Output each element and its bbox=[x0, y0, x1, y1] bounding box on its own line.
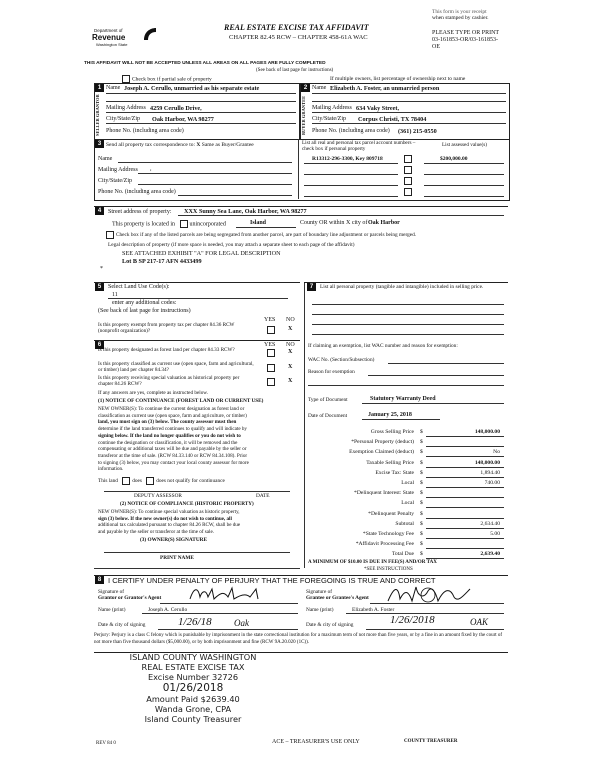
notice-compliance-heading: (2) NOTICE OF COMPLIANCE (HISTORIC PROPERTY) bbox=[120, 501, 254, 507]
county-or-label: County OR within bbox=[300, 220, 345, 226]
land-use-see-back: (See back of last page for instructions) bbox=[98, 308, 191, 314]
certify-statement: I CERTIFY UNDER PENALTY OF PERJURY THAT THE FOREGOING IS TRUE AND CORRECT bbox=[108, 576, 436, 585]
tax-row-currency: $ bbox=[420, 429, 423, 435]
stamp-line-7: Island County Treasurer bbox=[144, 714, 242, 724]
treasurer-use-label: ACE – TREASURER'S USE ONLY bbox=[272, 739, 360, 745]
grantor-date-label: Date & city of signing bbox=[98, 622, 146, 628]
segregated-row[interactable] bbox=[106, 231, 416, 239]
dept-line2: Revenue bbox=[92, 33, 126, 42]
tax-row-line bbox=[426, 538, 504, 539]
doc-code: 03-161853-OR/03-161853- bbox=[432, 37, 498, 43]
section-1-badge: 1 bbox=[95, 84, 104, 92]
tax-row-currency: $ bbox=[420, 480, 423, 486]
correspondence-label: Send all property tax correspondence to: X Same as Buyer/Grantee bbox=[106, 142, 254, 148]
doc-date-value: January 25, 2018 bbox=[368, 412, 412, 418]
seller-mailing-label: Mailing Address bbox=[106, 105, 146, 111]
forest-no-x: X bbox=[288, 349, 293, 355]
section-8-badge: 8 bbox=[95, 576, 104, 584]
no-header-6: NO bbox=[286, 342, 295, 348]
grantee-name-label: Name (print) bbox=[306, 607, 334, 613]
parcel-header: List all real and personal tax parcel account numbers – check box if personal property bbox=[302, 140, 416, 152]
rev-number: REV 84 0 bbox=[96, 741, 116, 746]
stamp-line-6: Wanda Grone, CPA bbox=[154, 704, 232, 714]
tax-row-value: 5.00 bbox=[490, 531, 500, 537]
perjury-note: Perjury: Perjury is a class C felony which is punishable by imprisonment in the state correctional institution for a maximum term of not more than five years, or by a fine in an amount fixed by the court of not more than five thousand dollars ($5,000.00), or by both imprisonment and fine (RCW 9A.20.020 (1C)). bbox=[94, 633, 503, 645]
exemption-label: If claiming an exemption, list WAC number and reason for exemption: bbox=[308, 343, 458, 349]
see-instructions-note: *SEE INSTRUCTIONS bbox=[364, 567, 413, 572]
parcel-checkbox-2[interactable] bbox=[404, 166, 414, 174]
owner-signature-label: (3) OWNER(S) SIGNATURE bbox=[140, 537, 207, 543]
tax-row-line bbox=[426, 436, 504, 437]
tax-row-line bbox=[426, 518, 504, 519]
tax-row-line bbox=[426, 507, 504, 508]
city-value: Oak Harbor bbox=[368, 220, 400, 226]
seller-city-label: City/State/Zip bbox=[106, 116, 140, 122]
grantee-date: 1/26/2018 bbox=[390, 614, 435, 626]
tax-row-label: Excise Tax: State bbox=[375, 470, 414, 476]
tax-row-value: 148,000.00 bbox=[474, 429, 500, 435]
completion-notice: THIS AFFIDAVIT WILL NOT BE ACCEPTED UNLESS ALL AREAS ON ALL PAGES ARE FULLY COMPLETED bbox=[84, 61, 326, 66]
date-label: DATE bbox=[256, 493, 270, 499]
parcel-checkbox-3[interactable] bbox=[404, 177, 414, 185]
section-6-badge: 6 bbox=[95, 341, 104, 349]
tax-row-currency: $ bbox=[420, 521, 423, 527]
street-label: Street address of property: bbox=[108, 209, 172, 215]
exempt-no-x: X bbox=[288, 326, 293, 332]
section-7-personal-property bbox=[304, 282, 508, 283]
assessed-value: $200,000.00 bbox=[440, 156, 468, 162]
legal-line-1: SEE ATTACHED EXHIBIT "A" FOR LEGAL DESCRIPTION bbox=[122, 250, 281, 257]
tax-row-line bbox=[426, 456, 504, 457]
tax-row-label: Local bbox=[401, 480, 414, 486]
does-label: does bbox=[132, 478, 142, 485]
tax-row-label: Total Due bbox=[391, 551, 414, 557]
dept-line3: Washington State bbox=[96, 42, 128, 47]
land-use-code: 11 bbox=[112, 292, 118, 298]
tax-row-label: *Delinquent Penalty bbox=[368, 511, 414, 517]
unincorporated-label: unincorporated bbox=[189, 221, 226, 228]
section-2-badge: 2 bbox=[301, 84, 310, 92]
no-header-5: NO bbox=[286, 317, 295, 323]
correspondence-text: Send all property tax correspondence to: bbox=[106, 142, 196, 148]
grantee-sig-label: Signature of Grantee or Grantee's Agent bbox=[306, 589, 369, 602]
tax-row-line bbox=[426, 477, 504, 478]
partial-sale[interactable] bbox=[122, 75, 212, 83]
type-or-print: PLEASE TYPE OR PRINT bbox=[432, 30, 500, 36]
grantor-city: Oak bbox=[234, 618, 249, 628]
does-not-label: does not qualify for continuance bbox=[156, 478, 225, 485]
tax-row-line bbox=[426, 487, 504, 488]
corr-mailing-label: Mailing Address bbox=[98, 167, 138, 173]
tax-row-label: Local bbox=[401, 500, 414, 506]
minimum-due-note: A MINIMUM OF $10.00 IS DUE IN FEE(S) AND/OR TAX bbox=[308, 559, 437, 565]
stamp-line-1: ISLAND COUNTY WASHINGTON bbox=[129, 652, 257, 662]
corr-city-label: City/State/Zip bbox=[98, 178, 132, 184]
section-4-badge: 4 bbox=[95, 207, 104, 215]
doc-code2: OE bbox=[432, 44, 440, 50]
stamp-line-5: Amount Paid $2639.40 bbox=[146, 694, 240, 704]
seller-phone-label: Phone No. (including area code) bbox=[106, 128, 184, 134]
partial-sale-label: Check box if partial sale of property bbox=[132, 76, 212, 83]
corr-mailing-value: , bbox=[150, 166, 152, 172]
tax-row-currency: $ bbox=[420, 551, 423, 557]
dept-line1: Department of bbox=[94, 28, 123, 33]
parcel-checkbox-4[interactable] bbox=[404, 188, 414, 196]
street-address: XXX Sunny Sea Lane, Oak Harbor, WA 98277 bbox=[184, 208, 307, 215]
current-use-no-x: X bbox=[288, 364, 293, 370]
dor-logo bbox=[88, 26, 158, 52]
tax-row-line bbox=[426, 548, 504, 549]
notice-continuance-body: NEW OWNER(S): To continue the current designation as forest land or classification as current use (open space, farm and agriculture, or timber) land, you must sign on (3) below. The county assessor must then determine if the land transferred continues to qualify and will indicate by signing below. If the land no longer qualifies or you do not wish to continue the designation or classification, it will be removed and the compensating or additional taxes will be due and payable by the seller or transferor at the time of sale. (RCW 84.33.140 or RCW 84.34.108). Prior to signing (3) below, you may contact your local county assessor for more information. bbox=[98, 406, 249, 473]
historic-no-x: X bbox=[288, 378, 293, 384]
buyer-phone-label: Phone No. (including area code) bbox=[312, 128, 390, 134]
land-label: This land bbox=[98, 478, 118, 485]
qualify-row bbox=[98, 477, 225, 485]
tax-row-line bbox=[426, 497, 504, 498]
does-checkbox[interactable] bbox=[122, 477, 130, 485]
receipt-note2: when stamped by cashier. bbox=[432, 15, 489, 21]
tax-row-currency: $ bbox=[420, 531, 423, 537]
see-back-note: (See back of last page for instructions) bbox=[256, 68, 334, 73]
exempt-question: Is this property exempt from property tax per chapter 84.36 RCW (nonprofit organization)? bbox=[98, 322, 235, 334]
tax-row-currency: $ bbox=[420, 541, 423, 547]
land-use-label: Select Land Use Code(s): bbox=[108, 284, 170, 290]
if-yes-note: If any answers are yes, complete as instructed below. bbox=[98, 390, 209, 396]
corr-name-label: Name bbox=[98, 156, 113, 162]
treasurer-stamp bbox=[108, 652, 278, 724]
grantor-signature bbox=[186, 585, 266, 603]
doc-type-value: Statutory Warranty Deed bbox=[370, 396, 436, 402]
tax-row-currency: $ bbox=[420, 439, 423, 445]
located-row bbox=[112, 220, 226, 228]
tax-row-line bbox=[426, 446, 504, 447]
located-label: This property is located in bbox=[112, 221, 175, 228]
stamp-line-3: Excise Number 32726 bbox=[147, 672, 239, 682]
deputy-assessor-label: DEPUTY ASSESSOR bbox=[134, 493, 182, 499]
grantee-city: OAK bbox=[470, 617, 488, 627]
does-not-checkbox[interactable] bbox=[146, 477, 154, 485]
buyer-mailing: 634 Vaky Street, bbox=[356, 105, 400, 112]
section-6-designation bbox=[94, 340, 300, 341]
current-use-question: Is this property classified as current use (open space, farm and agricultural, or timber) land per chapter 84.34? bbox=[98, 361, 254, 373]
stamp-line-4: 01/26/2018 bbox=[162, 682, 224, 694]
historic-yes-checkbox[interactable] bbox=[267, 378, 277, 386]
doc-date-label: Date of Document bbox=[308, 413, 348, 419]
personal-property-label: List all personal property (tangible and intangible) included in selling price. bbox=[320, 284, 484, 290]
grantor-sig-label: Signature of Grantor or Grantor's Agent bbox=[98, 589, 162, 602]
assessed-header: List assessed value(s) bbox=[442, 142, 487, 148]
form-title: REAL ESTATE EXCISE TAX AFFIDAVIT bbox=[224, 23, 369, 32]
parcel-number: R13312-296-3300, Key 809718 bbox=[312, 156, 383, 162]
tax-row-currency: $ bbox=[420, 470, 423, 476]
tax-row-label: Gross Selling Price bbox=[370, 429, 414, 435]
tax-row-value: 2,639.40 bbox=[480, 551, 500, 557]
buyer-mailing-label: Mailing Address bbox=[312, 105, 352, 111]
tax-row-line bbox=[426, 467, 504, 468]
seller-city: Oak Harbor, WA 98277 bbox=[152, 116, 214, 123]
segregated-checkbox[interactable] bbox=[106, 231, 114, 239]
buyer-city: Corpus Christi, TX 78404 bbox=[358, 116, 427, 123]
buyer-name-label: Name bbox=[312, 85, 327, 91]
city-of-label: X city of bbox=[346, 220, 368, 226]
tax-row-label: Subtotal bbox=[395, 521, 414, 527]
tax-row-value: 740.00 bbox=[484, 480, 500, 486]
forest-yes-checkbox[interactable] bbox=[267, 349, 277, 357]
tax-row-value: 2,634.40 bbox=[480, 521, 500, 527]
corr-phone-label: Phone No. (including area code) bbox=[98, 189, 176, 195]
form-subtitle: CHAPTER 82.45 RCW – CHAPTER 458-61A WAC bbox=[229, 34, 368, 41]
seller-side-label: SELLER GRANTOR bbox=[95, 94, 100, 136]
doc-type-label: Type of Document bbox=[308, 397, 348, 403]
tax-row-label: *State Technology Fee bbox=[362, 531, 414, 537]
grantee-name: Elizabeth A. Foster bbox=[352, 607, 395, 613]
print-name-label: PRINT NAME bbox=[160, 555, 194, 561]
stamp-line-2: REAL ESTATE EXCISE TAX bbox=[141, 662, 245, 672]
county-treasurer-label: COUNTY TREASURER bbox=[404, 739, 458, 744]
grantor-name: Joseph A. Cerullo bbox=[148, 607, 188, 613]
reason-label: Reason for exemption bbox=[308, 369, 355, 375]
grantee-date-label: Date & city of signing bbox=[306, 622, 354, 628]
yes-header-6: YES bbox=[264, 342, 276, 348]
section-3-badge: 3 bbox=[95, 140, 104, 148]
legal-line-2: Lot B SP 217-17 AFN 4433499 bbox=[122, 258, 202, 265]
current-use-yes-checkbox[interactable] bbox=[267, 364, 277, 372]
segregated-label: Check box if any of the listed parcels are being segregated from another parcel, are part of boundary line adjustment or parcels being merged. bbox=[116, 232, 417, 239]
tax-row-line bbox=[426, 528, 504, 529]
tax-row-value: 1,894.40 bbox=[480, 470, 500, 476]
dor-logo-mark-icon bbox=[142, 26, 158, 42]
tax-row-value: No bbox=[493, 449, 500, 455]
tax-row-currency: $ bbox=[420, 460, 423, 466]
notice-compliance-body: NEW OWNER(S): To continue special valuation as historic property, sign (3) below. If the new owner(s) do not wish to continue, all additional tax calculated pursuant to chapter 84.26 RCW, shall be due and payable by the seller or transferor at the time of sale. bbox=[98, 509, 241, 536]
buyer-phone: (361) 215-0550 bbox=[398, 128, 437, 135]
forest-question: Is this property designated as forest land per chapter 84.33 RCW? bbox=[98, 347, 235, 353]
parcel-checkbox-1[interactable] bbox=[404, 155, 414, 163]
tax-row-currency: $ bbox=[420, 500, 423, 506]
legal-label: Legal description of property (if more space is needed, you may attach a separate sheet to each page of the affidavit) bbox=[108, 242, 355, 248]
partial-sale-checkbox[interactable] bbox=[122, 75, 130, 83]
notice-continuance-heading: (1) NOTICE OF CONTINUANCE (FOREST LAND OR CURRENT USE) bbox=[98, 398, 264, 404]
seller-name-label: Name bbox=[106, 85, 121, 91]
section-5-badge: 5 bbox=[95, 283, 104, 291]
seller-mailing: 4259 Cerullo Drive, bbox=[150, 105, 202, 112]
buyer-city-label: City/State/Zip bbox=[312, 116, 346, 122]
tax-row-label: Taxable Selling Price bbox=[366, 460, 414, 466]
receipt-note: This form is your receipt bbox=[432, 9, 487, 15]
exempt-yes-checkbox[interactable] bbox=[267, 326, 277, 334]
historic-question: Is this property receiving special valuation as historical property per chapter 84.26 RCW? bbox=[98, 375, 240, 387]
yes-header-5: YES bbox=[264, 317, 276, 323]
tax-row-currency: $ bbox=[420, 511, 423, 517]
county-value: Island bbox=[250, 220, 267, 226]
same-as-buyer-text: Same as Buyer/Grantee bbox=[201, 142, 254, 148]
tax-row-label: *Personal Property (deduct) bbox=[351, 439, 414, 445]
tax-row-currency: $ bbox=[420, 449, 423, 455]
tax-row-line bbox=[426, 558, 504, 559]
buyer-name: Elizabeth A. Foster, an unmarried person bbox=[330, 85, 440, 92]
multiple-owners-note: If multiple owners, list percentage of ownership next to name bbox=[330, 76, 466, 82]
grantor-date: 1/26/18 bbox=[178, 616, 212, 628]
tax-row-currency: $ bbox=[420, 490, 423, 496]
section-7-badge: 7 bbox=[307, 283, 316, 291]
tax-row-value: 148,000.00 bbox=[474, 460, 500, 466]
seller-name: Joseph A. Cerullo, unmarried as his separate estate bbox=[124, 85, 260, 92]
unincorporated-checkbox[interactable] bbox=[180, 220, 188, 228]
legal-star: * bbox=[100, 266, 103, 272]
additional-codes-label: enter any additional codes: bbox=[112, 300, 177, 306]
tax-row-label: *Delinquent Interest: State bbox=[354, 490, 414, 496]
tax-row-label: *Affidavit Processing Fee bbox=[355, 541, 414, 547]
buyer-side-label: BUYER GRANTEE bbox=[301, 95, 306, 135]
wac-label: WAC No. (Section/Subsection) bbox=[308, 357, 375, 363]
grantor-name-label: Name (print) bbox=[98, 607, 126, 613]
tax-row-label: Exemption Claimed (deduct) bbox=[349, 449, 414, 455]
